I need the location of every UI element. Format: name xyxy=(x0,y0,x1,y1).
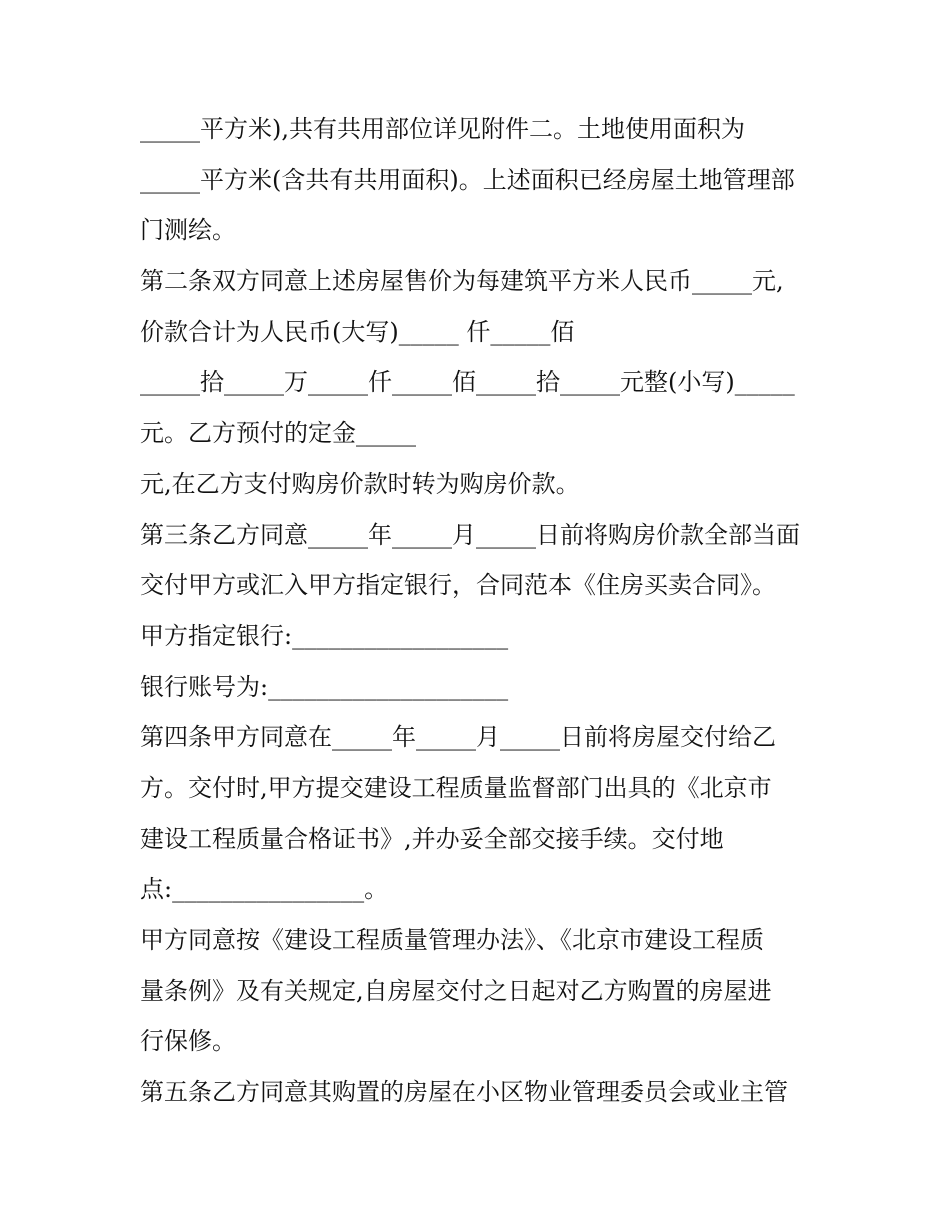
text-line: 量条例》及有关规定,自房屋交付之日起对乙方购置的房屋进 xyxy=(140,976,772,1005)
text-line: 第五条乙方同意其购置的房屋在小区物业管理委员会或业主管 xyxy=(140,1078,788,1107)
text-line: 元,在乙方支付购房价款时转为购房价款。 xyxy=(140,469,580,498)
text-line: 第四条甲方同意在_____年_____月_____日前将房屋交付给乙 xyxy=(140,723,776,752)
document-body xyxy=(140,104,830,1118)
text-line: 交付甲方或汇入甲方指定银行，合同范本《住房买卖合同》。 xyxy=(140,571,776,600)
text-line: 点:________________。 xyxy=(140,875,389,904)
text-line: 门测绘。 xyxy=(140,216,236,245)
text-line: 元。乙方预付的定金_____ xyxy=(140,419,416,448)
text-line: _____拾_____万_____仟_____佰_____拾_____元整(小写)_____ xyxy=(140,368,795,397)
text-line: 第三条乙方同意_____年_____月_____日前将购房价款全部当面 xyxy=(140,520,800,549)
text-line: 甲方同意按《建设工程质量管理办法》、《北京市建设工程质 xyxy=(140,926,764,954)
text-line: _____平方米),共有共用部位详见附件二。土地使用面积为 xyxy=(140,115,745,143)
text-line: 银行账号为:____________________ xyxy=(140,672,509,701)
text-line: _____平方米(含共有共用面积)。上述面积已经房屋土地管理部 xyxy=(140,165,795,194)
text-line: 建设工程质量合格证书》,并办妥全部交接手续。交付地 xyxy=(140,824,724,853)
text-line: 价款合计为人民币(大写)_____ 仟_____佰 xyxy=(140,317,575,346)
text-line: 甲方指定银行:__________________ xyxy=(140,621,509,650)
text-line: 方。交付时,甲方提交建设工程质量监督部门出具的《北京市 xyxy=(140,773,772,802)
text-line: 第二条双方同意上述房屋售价为每建筑平方米人民币_____元, xyxy=(140,267,784,296)
text-line: 行保修。 xyxy=(140,1027,236,1056)
